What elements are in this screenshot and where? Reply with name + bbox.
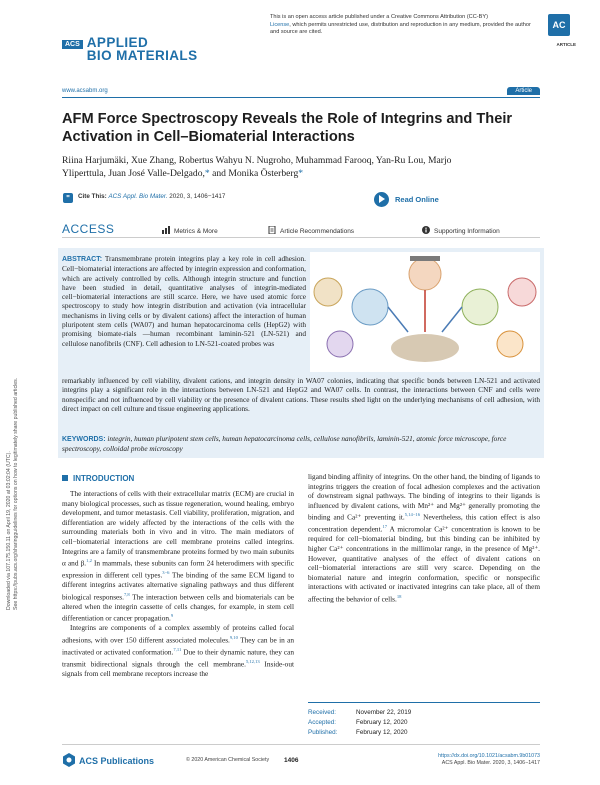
article-title: AFM Force Spectroscopy Reveals the Role of Integrins and Their Activation in Cell–Biomaterial Interactions [62,111,513,145]
received-row [308,708,540,718]
published-row [308,728,540,738]
authors-and: and Monika Österberg [209,168,299,179]
download-note-line1: Downloaded via 107.175.150.11 on April 19, 2020 at 03:02:04 (UTC). [6,451,12,610]
accepted-date: February 12, 2020 [356,719,408,726]
intro-heading-text: INTRODUCTION [73,474,135,483]
metrics-label: Metrics & More [174,228,218,235]
document-icon [268,226,276,234]
cell-cluster-center [391,334,459,362]
cell-bottom-right [497,331,523,357]
corresponding-star-2[interactable]: * [298,168,304,179]
ref-link[interactable]: 5,14−16 [404,512,420,518]
page-footer [62,744,540,774]
abstract-part2: remarkably influenced by cell viability, divalent cations, and integrin density in WA07 colonies, indicating that specific bonds between LN-521 and activated integrins play a significant role in the interactions between LN-521 and HepG2 and WA07 cells. In contrast, the interactions between CNF and cells were nonspecific and not influenced by cell viability or the presence of divalent cations. These results shed light on the underlying mechanisms of cell adhesion, with direct impact on cell culture and tissue engineering applications. [62,376,540,413]
recommendations-label: Article Recommendations [280,228,355,235]
received-date: November 22, 2019 [356,709,412,716]
intro-paragraph-1 [62,489,294,623]
keywords [62,434,540,454]
body-column-right [308,472,540,604]
received-label: Received: [308,709,337,716]
ref-link[interactable]: 9 [170,613,174,619]
abstract-label: ABSTRACT: [62,256,103,263]
access-row [62,222,540,238]
journal-name-line2: BIO MATERIALS [86,48,198,63]
intro-p1-b: In mammals, these subunits can form 24 heterodimers with specific expression in different cell types. [62,558,295,580]
intro-p2-b: They can be in an inactivated or activated conformation. [62,635,294,657]
intro-r1-b: Nevertheless, this cation effect is also concentration dependent. [308,512,541,534]
accepted-label: Accepted: [308,719,337,726]
publication-dates [308,702,540,738]
open-access-notice [270,14,532,37]
cell-far-left [314,278,342,306]
access-label: ACCESS [62,222,115,236]
bar-chart-icon [162,226,170,234]
cite-icon[interactable] [62,192,74,204]
doi-block [438,753,540,767]
journal-logo[interactable] [62,36,197,62]
oa-suffix: , which permits unrestricted use, distribution and reproduction in any medium, provided the author and source are cited. [270,21,531,35]
url-bar [62,88,540,98]
metrics-link[interactable] [162,226,218,235]
doi-link[interactable]: https://dx.doi.org/10.1021/acsabm.9b01073 [438,753,540,759]
svg-text:": " [66,194,70,203]
acs-publications-logo[interactable] [62,753,154,767]
author-list [62,154,482,180]
abstract-box [58,248,544,458]
authors-text: Riina Harjumäki, Xue Zhang, Robertus Wahyu N. Nugroho, Muhammad Farooq, Yan-Ru Lou, Marjo Yliperttula, Juan José Valle-Delgado, [62,155,452,179]
read-online-button[interactable] [374,190,439,206]
ref-link[interactable]: 18 [396,593,402,599]
accepted-row [308,718,540,728]
journal-header [62,14,576,76]
afm-cantilever [410,256,440,261]
intro-heading [62,474,294,483]
ref-link[interactable]: 17 [382,524,388,530]
author-choice-badge: AC [548,14,570,36]
section-square-icon [62,475,68,481]
recommendations-link[interactable] [268,226,354,235]
ref-link[interactable]: 9,10 [229,635,238,640]
ref-link[interactable]: 1,2 [86,558,92,564]
keywords-text: integrin, human pluripotent stem cells, human hepatocarcinoma cells, cellulose nanofibrils, laminin-521, atomic force microscope, force spectroscopy, colloidal probe microscopy [62,434,507,454]
acs-hex-icon [62,753,76,767]
copyright: © 2020 American Chemical Society [186,757,270,763]
cite-label: Cite This: [78,193,107,200]
ref-link[interactable]: 7,8 [123,591,130,597]
supporting-info-link[interactable] [422,226,500,235]
page-number: 1406 [284,757,299,764]
keywords-label: KEYWORDS: [62,436,106,443]
download-note [6,230,20,610]
intro-paragraph-3 [308,472,540,604]
intro-p1-d: The interaction between cells and biomaterials can be altered when the integrin cassette of cells changes, for example, in stem cell differentiation or cancer propagation. [62,592,294,623]
supporting-label: Supporting Information [434,228,500,235]
intro-p2-a: Integrins are components of a complex assembly of proteins called focal adhesions, with over 150 different associated molecules. [62,623,294,645]
author-choice-sub: ARTICLE [556,42,576,47]
journal-name [87,36,198,62]
cell-bottom-left [327,331,353,357]
cell-right [462,289,498,325]
read-online-label: Read Online [395,194,439,204]
published-date: February 12, 2020 [356,729,408,736]
acs-tag: ACS [62,40,83,49]
cite-row [62,190,540,210]
doi-ref: ACS Appl. Bio Mater. 2020, 3, 1406−1417 [441,760,540,766]
ref-link[interactable]: 5,12,13 [245,659,260,665]
ref-link[interactable]: 7,11 [173,647,182,653]
oa-prefix: This is an open access article published under a Creative Commons Attribution (CC-BY) [270,14,488,20]
citation [78,193,225,200]
intro-paragraph-2 [62,623,294,678]
intro-p1-a: The interactions of cells with their extracellular matrix (ECM) are crucial in many biological processes, such as tissue regeneration, wound healing, embryo development, and tumor metastasis. Cell viability, proliferation, migration, and differentiation are widely affected by the interactions of the cells with the surrounding materials both in vivo and in vitro. The main mediators of cell−biomaterial interactions are cell membrane proteins called integrins. Integrins are a family of transmembrane proteins formed by two main subunits α and β. [62,489,294,568]
intro-r1-a: ligand binding affinity of integrins. On the other hand, the binding of ligands to integrins triggers the creation of focal adhesion complexes and the activation of downstream signal pathways. The binding of integrins to their ligands is influenced by divalent cations, with Mn²⁺ and Mg²⁺ generally promoting the binding and Ca²⁺ preventing it. [308,472,540,522]
abstract-part1 [62,254,306,348]
intro-r1-c: A micromolar Ca²⁺ concentration is known to be required for cell−biomaterial binding, but this binding can be inhibited by higher Ca²⁺ concentrations in the millimolar range, in the presence of Mg²⁺. However, quantitative analyses of the effect of divalent cations on cell−biomaterial interactions are still very scarce. Depending on the biomaterial nature and integrin conformation, specific or nonspecific interactions with activated or inactivated integrins can take place, all of them affecting the behavior of cells. [308,524,540,604]
corresponding-star-1[interactable]: * [204,168,210,179]
intro-p2-c: Due to their dynamic nature, they can transmit bidirectional signals through the cell membrane. [62,647,294,669]
toc-graphic [310,252,540,372]
body-column-left [62,472,294,679]
play-icon [374,192,389,207]
intro-p1-c: The binding of the same ECM ligand to different integrins activates alternative signaling pathways and thus different biological responses. [62,570,294,602]
intro-p2-d: Inside-out signals from cell membrane receptors increase the [62,659,294,679]
journal-url[interactable]: www.acsabm.org [62,88,108,94]
journal-name-line1: APPLIED [86,35,149,50]
published-label: Published: [308,729,338,736]
cite-volume: 2020, 3, 1406−1417 [169,193,226,200]
publisher-name: ACS Publications [79,756,155,766]
abstract-text-1: Transmembrane protein integrins play a key role in cell adhesion. Cell−biomaterial interactions are affected by integrin expression and conformation, which are actively controlled by cells. Although integrin structure and function have been studied in detail, quantitative analyses of integrin-mediated cell−biomaterial interactions are still scarce. Here, we have used atomic force spectroscopy to study how integrin distribution and activation (via intracellular mechanisms in living cells or by divalent cations) affect the interaction of human pluripotent stem cells (WA07) and human hepatocarcinoma cells (HepG2) with promising biomate-rials —human recombinant laminin-521 (LN-521) and cellulose nanofibrils (CNF). Cell adhesion to LN-521-coated probes was [62,254,306,348]
cite-journal[interactable]: ACS Appl. Bio Mater. [108,193,168,200]
info-icon [422,226,430,234]
ref-link[interactable]: 3−6 [162,570,170,576]
cell-left [352,289,388,325]
cell-far-right [508,278,536,306]
download-note-line2: See https://pubs.acs.org/sharingguidelines for options on how to legitimately share published articles. [13,377,19,610]
article-type-tag: Article [507,87,540,95]
license-link[interactable]: License [270,21,290,28]
cell-top [409,258,441,290]
